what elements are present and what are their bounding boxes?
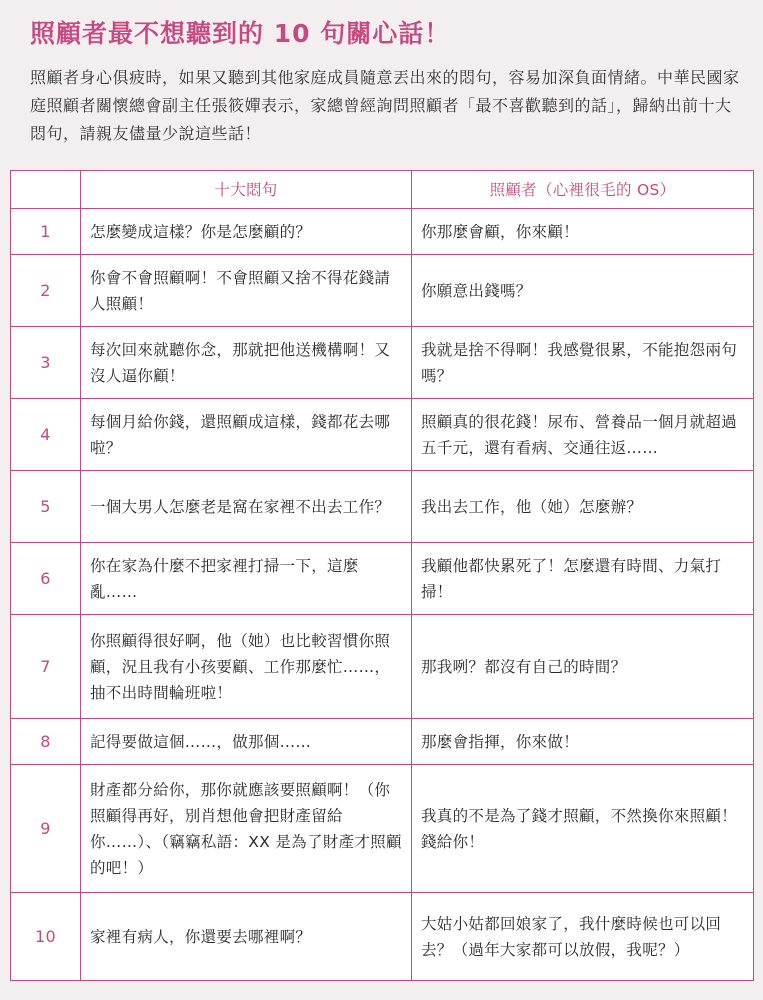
row-number: 8 xyxy=(11,719,81,765)
row-question: 記得要做這個……，做那個…… xyxy=(81,719,412,765)
row-number: 3 xyxy=(11,327,81,399)
row-answer: 我出去工作，他（她）怎麼辦？ xyxy=(412,471,754,543)
table-header-row xyxy=(11,171,754,209)
row-question: 一個大男人怎麼老是窩在家裡不出去工作？ xyxy=(81,471,412,543)
row-number: 6 xyxy=(11,543,81,615)
row-answer: 你願意出錢嗎？ xyxy=(412,255,754,327)
row-answer: 大姑小姑都回娘家了，我什麼時候也可以回去？（過年大家都可以放假，我呢？） xyxy=(412,893,754,981)
row-question: 怎麼變成這樣？你是怎麼顧的？ xyxy=(81,209,412,255)
row-question: 每個月給你錢，還照顧成這樣，錢都花去哪啦？ xyxy=(81,399,412,471)
row-answer: 我顧他都快累死了！怎麼還有時間、力氣打掃！ xyxy=(412,543,754,615)
row-question: 你在家為什麼不把家裡打掃一下，這麼亂…… xyxy=(81,543,412,615)
table-row xyxy=(11,209,754,255)
row-answer: 那我咧？都沒有自己的時間？ xyxy=(412,615,754,719)
row-number: 1 xyxy=(11,209,81,255)
row-question: 你會不會照顧啊！不會照顧又捨不得花錢請人照顧！ xyxy=(81,255,412,327)
row-number: 7 xyxy=(11,615,81,719)
row-number: 9 xyxy=(11,765,81,893)
row-question: 財產都分給你，那你就應該要照顧啊！（你照顧得再好，別肖想他會把財產留給你……）、（竊竊私語：XX 是為了財產才照顧的吧！） xyxy=(81,765,412,893)
table-row xyxy=(11,615,754,719)
header-number xyxy=(11,171,81,209)
row-answer: 照顧真的很花錢！尿布、營養品一個月就超過五千元，還有看病、交通往返…… xyxy=(412,399,754,471)
table-row xyxy=(11,765,754,893)
row-question: 家裡有病人，你還要去哪裡啊？ xyxy=(81,893,412,981)
row-question: 每次回來就聽你念，那就把他送機構啊！又沒人逼你顧！ xyxy=(81,327,412,399)
table-row xyxy=(11,543,754,615)
row-number: 10 xyxy=(11,893,81,981)
table-row xyxy=(11,719,754,765)
page-title: 照顧者最不想聽到的 10 句關心話！ xyxy=(30,19,451,48)
header-answer: 照顧者（心裡很毛的 OS） xyxy=(412,171,754,209)
row-number: 2 xyxy=(11,255,81,327)
row-number: 4 xyxy=(11,399,81,471)
table-row xyxy=(11,471,754,543)
row-answer: 我就是捨不得啊！我感覺很累，不能抱怨兩句嗎？ xyxy=(412,327,754,399)
table-row xyxy=(11,893,754,981)
row-answer: 你那麼會顧，你來顧！ xyxy=(412,209,754,255)
table-row xyxy=(11,399,754,471)
row-answer: 那麼會指揮，你來做！ xyxy=(412,719,754,765)
table-row xyxy=(11,255,754,327)
phrases-table xyxy=(10,170,754,981)
row-question: 你照顧得很好啊，他（她）也比較習慣你照顧，況且我有小孩要顧、工作那麼忙……，抽不出時間輪班啦！ xyxy=(81,615,412,719)
table-row xyxy=(11,327,754,399)
intro-paragraph: 照顧者身心俱疲時，如果又聽到其他家庭成員隨意丟出來的悶句，容易加深負面情緒。中華民國家庭照顧者關懷總會副主任張筱嬋表示，家總曾經詢問照顧者「最不喜歡聽到的話」，歸納出前十大悶句，請親友儘量少說這些話！ xyxy=(30,68,740,143)
row-answer: 我真的不是為了錢才照顧，不然換你來照顧！錢給你！ xyxy=(412,765,754,893)
header-question: 十大悶句 xyxy=(81,171,412,209)
row-number: 5 xyxy=(11,471,81,543)
